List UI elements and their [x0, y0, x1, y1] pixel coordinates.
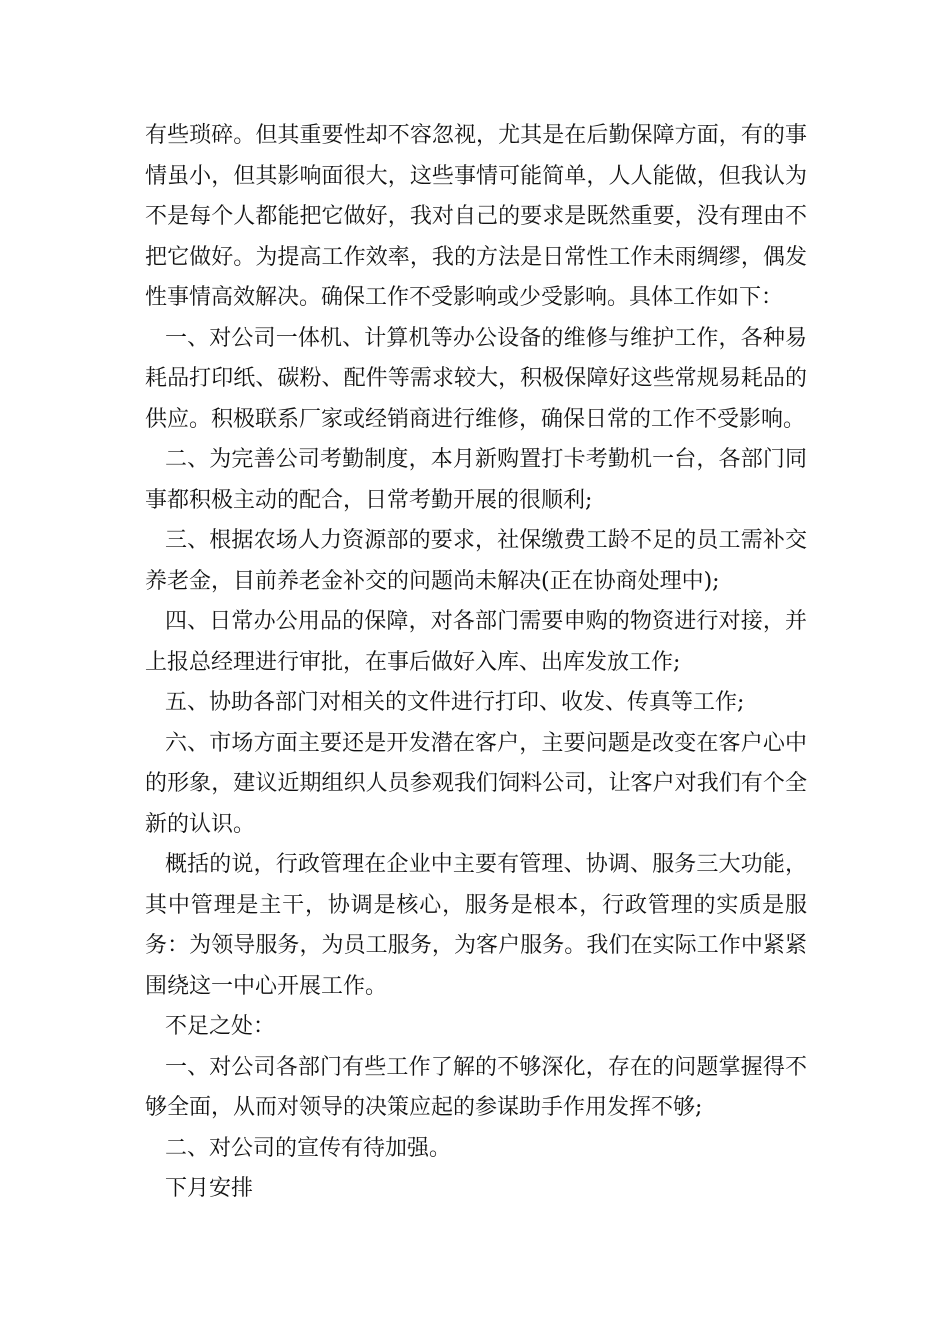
heading-next-month-plan: 下月安排 [165, 1176, 254, 1201]
paragraph-summary: 概括的说，行政管理在企业中主要有管理、协调、服务三大功能，其中管理是主干，协调是核心，服务是根本，行政管理的实质是服务：为领导服务，为员工服务，为客户服务。我们在实际工作中紧紧围绕这一中心开展工作。 [145, 852, 807, 999]
paragraph-item-4: 四、日常办公用品的保障，对各部门需要申购的物资进行对接，并上报总经理进行审批，在事后做好入库、出库发放工作; [145, 609, 807, 675]
paragraph-item-2: 二、为完善公司考勤制度，本月新购置打卡考勤机一台，各部门同事都积极主动的配合，日常考勤开展的很顺利; [145, 447, 807, 513]
paragraph-item-3: 三、根据农场人力资源部的要求，社保缴费工龄不足的员工需补交养老金，目前养老金补交的问题尚未解决(正在协商处理中); [145, 528, 807, 594]
paragraph-item-5: 五、协助各部门对相关的文件进行打印、收发、传真等工作; [165, 690, 745, 715]
document-body [145, 116, 807, 1210]
paragraph-shortcoming-1: 一、对公司各部门有些工作了解的不够深化，存在的问题掌握得不够全面，从而对领导的决策应起的参谋助手作用发挥不够; [145, 1054, 807, 1120]
paragraph-item-6: 六、市场方面主要还是开发潜在客户，主要问题是改变在客户心中的形象，建议近期组织人员参观我们饲料公司，让客户对我们有个全新的认识。 [145, 730, 807, 837]
paragraph-intro-continued: 有些琐碎。但其重要性却不容忽视，尤其是在后勤保障方面，有的事情虽小，但其影响面很大，这些事情可能简单，人人能做，但我认为不是每个人都能把它做好，我对自己的要求是既然重要，没有理由不把它做好。为提高工作效率，我的方法是日常性工作未雨绸缪，偶发性事情高效解决。确保工作不受影响或少受影响。具体工作如下： [145, 123, 807, 310]
paragraph-shortcoming-2: 二、对公司的宣传有待加强。 [165, 1135, 452, 1161]
paragraph-item-1: 一、对公司一体机、计算机等办公设备的维修与维护工作，各种易耗品打印纸、碳粉、配件等需求较大，积极保障好这些常规易耗品的供应。积极联系厂家或经销商进行维修，确保日常的工作不受影响。 [145, 325, 807, 432]
heading-shortcomings: 不足之处： [165, 1014, 276, 1039]
